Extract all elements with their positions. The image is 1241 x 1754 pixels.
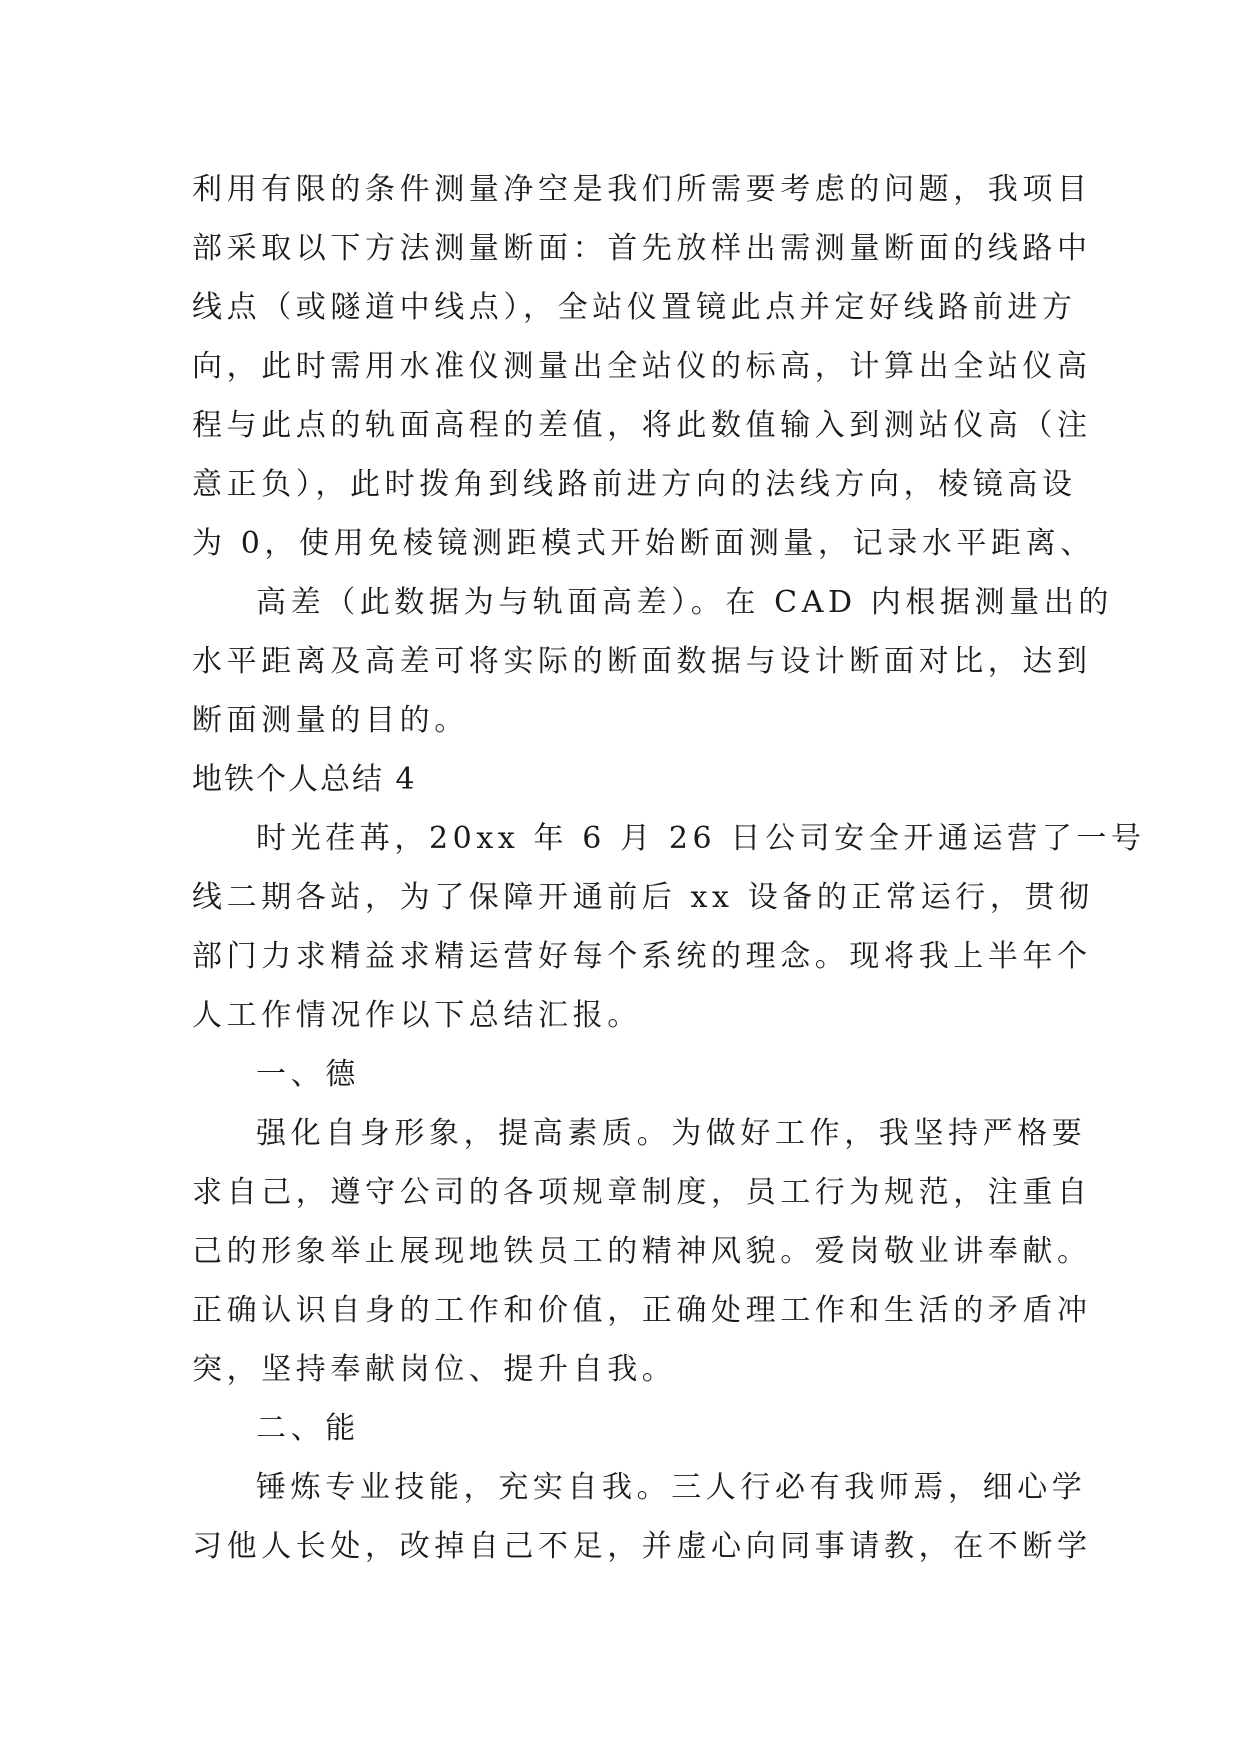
- text-line: 程与此点的轨面高程的差值，将此数值输入到测站仪高（注: [192, 408, 1092, 443]
- document-body: [192, 160, 1146, 1576]
- text-line: 意正负），此时拨角到线路前进方向的法线方向，棱镜高设: [192, 467, 1077, 502]
- text-line: 正确认识自身的工作和价值，正确处理工作和生活的矛盾冲: [192, 1293, 1092, 1328]
- text-line: 利用有限的条件测量净空是我们所需要考虑的问题，我项目: [192, 172, 1092, 207]
- text-line: 向，此时需用水准仪测量出全站仪的标高，计算出全站仪高: [192, 349, 1092, 384]
- text-line: 人工作情况作以下总结汇报。: [192, 998, 642, 1033]
- subsection-heading: 一、德: [256, 1057, 360, 1092]
- text-line: 时光荏苒，20xx 年 6 月 26 日公司安全开通运营了一号: [256, 821, 1146, 856]
- text-line: 线二期各站，为了保障开通前后 xx 设备的正常运行，贯彻: [192, 880, 1094, 915]
- text-line: 锤炼专业技能，充实自我。三人行必有我师焉，细心学: [256, 1470, 1087, 1505]
- text-line: 己的形象举止展现地铁员工的精神风貌。爱岗敬业讲奉献。: [192, 1234, 1092, 1269]
- section-heading: 地铁个人总结 4: [192, 762, 417, 797]
- text-line: 高差（此数据为与轨面高差）。在 CAD 内根据测量出的: [256, 585, 1113, 620]
- text-line: 求自己，遵守公司的各项规章制度，员工行为规范，注重自: [192, 1175, 1092, 1210]
- text-line: 断面测量的目的。: [192, 703, 469, 738]
- subsection-heading: 二、能: [256, 1411, 360, 1446]
- text-line: 线点（或隧道中线点），全站仪置镜此点并定好线路前进方: [192, 290, 1077, 325]
- text-line: 习他人长处，改掉自己不足，并虚心向同事请教，在不断学: [192, 1529, 1092, 1564]
- text-line: 为 0，使用免棱镜测距模式开始断面测量，记录水平距离、: [192, 526, 1095, 561]
- text-line: 部门力求精益求精运营好每个系统的理念。现将我上半年个: [192, 939, 1092, 974]
- text-line: 部采取以下方法测量断面：首先放样出需测量断面的线路中: [192, 231, 1092, 266]
- text-line: 水平距离及高差可将实际的断面数据与设计断面对比，达到: [192, 644, 1092, 679]
- text-line: 强化自身形象，提高素质。为做好工作，我坚持严格要: [256, 1116, 1087, 1151]
- text-line: 突，坚持奉献岗位、提升自我。: [192, 1352, 677, 1387]
